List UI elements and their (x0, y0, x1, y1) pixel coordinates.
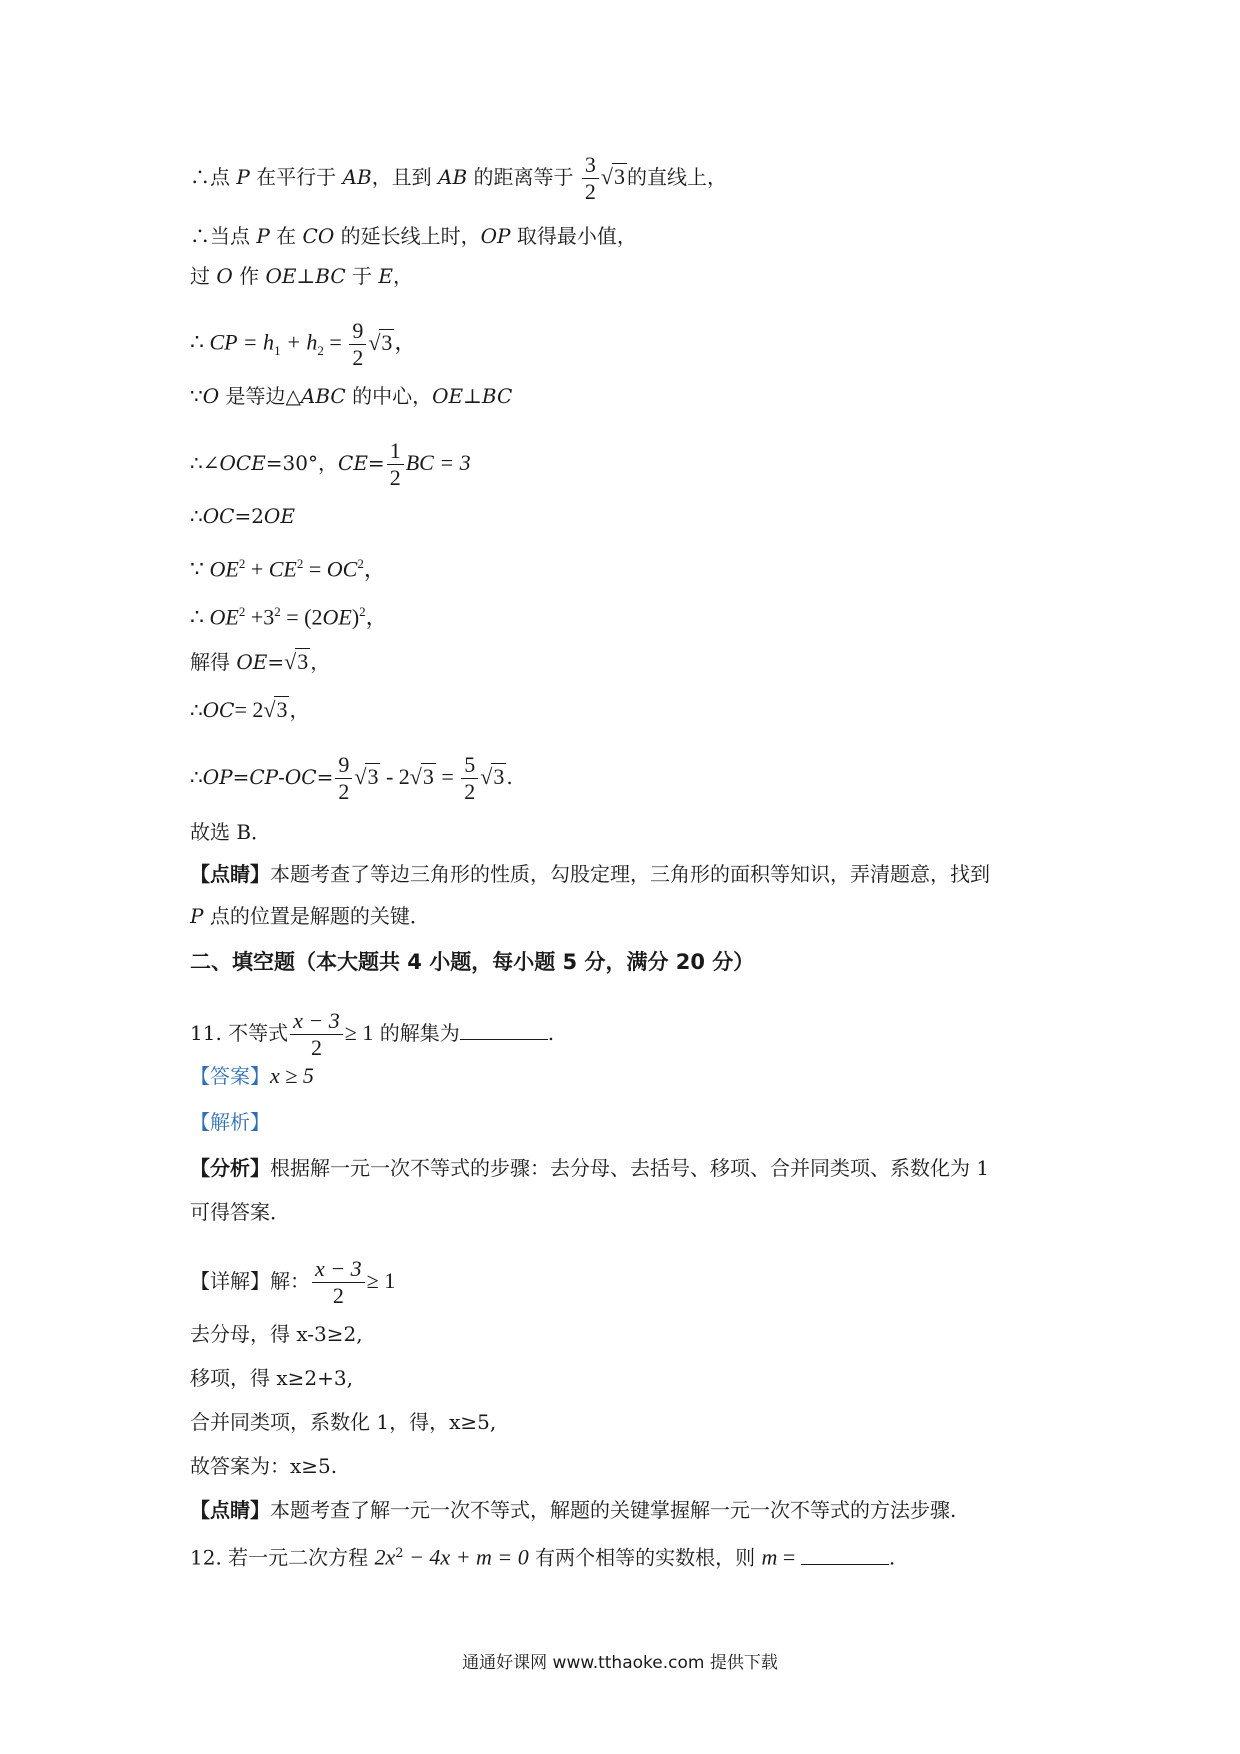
text: 12. 若一元二次方程 (190, 1545, 375, 1570)
text: 取得最小值， (510, 224, 637, 248)
text: ∴点 (190, 165, 237, 189)
numerator: 9 (349, 318, 366, 345)
answer-line (190, 1062, 314, 1090)
text: 的延长线上时， (334, 224, 481, 248)
comment-tag: 【点睛】 (190, 862, 270, 886)
text: . (506, 765, 513, 789)
text: ∴ (190, 765, 203, 789)
comment-tag: 【点睛】 (190, 1498, 270, 1522)
var-oe: OE (209, 604, 239, 630)
subscript: 1 (274, 342, 281, 358)
step-line-1: 去分母，得 x-3≥2, (190, 1322, 363, 1346)
analysis-line-2: 可得答案． (190, 1200, 290, 1224)
text: ， (310, 650, 331, 674)
sqrt: √3 (600, 164, 625, 189)
var-oe: OE (322, 604, 352, 630)
var-oe: OE (209, 556, 239, 582)
text: =30°， (265, 451, 339, 475)
text: ， (393, 264, 413, 288)
var-oe: OE (265, 264, 297, 288)
solution-line-1 (190, 152, 727, 205)
var-co: CO (302, 224, 335, 248)
section-header: 二、填空题（本大题共 4 小题，每小题 5 分，满分 20 分） (190, 950, 755, 974)
comment-line-q11 (190, 1496, 956, 1524)
var-oce: OCE (219, 451, 266, 475)
solution-line-9 (190, 598, 388, 631)
superscript: 2 (274, 604, 281, 619)
comment-line (190, 860, 990, 888)
var-ce: CE (268, 556, 297, 582)
question-11 (190, 1008, 554, 1061)
text: 作 (232, 264, 266, 288)
solution-line-2 (190, 222, 637, 250)
var-op: OP (202, 765, 233, 789)
text: 过 (190, 264, 217, 288)
var-o: O (216, 264, 233, 288)
fraction (387, 438, 404, 491)
var-e: E (378, 264, 393, 288)
denominator: 2 (338, 779, 350, 804)
text: 于 (345, 264, 379, 288)
text: ∵ (190, 556, 210, 582)
math: = (323, 329, 348, 355)
question-12 (190, 1540, 895, 1572)
denominator: 2 (310, 1035, 322, 1060)
perp-symbol: ⊥ (463, 384, 482, 408)
solution-line-5 (190, 382, 512, 410)
text: ， (394, 329, 417, 355)
superscript: 2 (238, 604, 246, 619)
superscript: 2 (357, 556, 364, 571)
radicand: 3 (613, 164, 625, 189)
solution-line-4 (190, 318, 416, 371)
text: 11. 不等式 (190, 1021, 289, 1045)
superscript: 2 (395, 1546, 404, 1561)
superscript: 2 (359, 604, 366, 619)
sqrt: √3 (480, 764, 505, 789)
text: 解： (270, 1269, 310, 1293)
math: ≥ 1 (366, 1268, 396, 1293)
text: =2 (234, 504, 264, 528)
solution-line-7 (190, 502, 295, 530)
var-bc: BC (481, 384, 513, 408)
var-m: m (761, 1544, 778, 1570)
math: + (245, 556, 269, 582)
math: + h (280, 329, 318, 355)
superscript: 2 (296, 556, 304, 571)
radicand: 3 (493, 764, 505, 789)
text: ， (289, 698, 310, 722)
text: 的解集为 (373, 1021, 460, 1045)
page-footer: 通通好课网 www.tthaoke.com 提供下载 (462, 1653, 778, 1673)
numerator: 1 (387, 438, 404, 465)
step-line-3: 合并同类项，系数化 1，得，x≥5, (190, 1410, 497, 1434)
comment-line-2 (190, 902, 430, 930)
text: 本题考查了等边三角形的性质，勾股定理，三角形的面积等知识，弄清题意，找到 (270, 862, 990, 886)
answer-tag: 【答案】 (190, 1064, 270, 1088)
superscript: 2 (238, 556, 246, 571)
var-ab: AB (342, 165, 372, 189)
text: 的距离等于 (467, 165, 574, 189)
denominator: 2 (389, 465, 401, 490)
math: BC = 3 (405, 450, 471, 475)
var-oc: OC (202, 698, 235, 722)
answer-value: x ≥ 5 (270, 1063, 314, 1088)
math: = (435, 764, 460, 789)
text: ∴ (190, 698, 203, 722)
numerator: x − 3 (312, 1256, 365, 1283)
radicand: 3 (422, 764, 434, 789)
numerator: 5 (461, 752, 478, 779)
var-op: OP (480, 224, 511, 248)
step-line-4: 故答案为：x≥5. (190, 1454, 338, 1478)
fraction (290, 1008, 343, 1061)
text: = (267, 650, 285, 674)
math: = (777, 1544, 801, 1570)
text: 是等边△ (219, 384, 301, 408)
denominator: 2 (584, 179, 596, 204)
radicand: 3 (367, 764, 379, 789)
text: ，且到 (371, 165, 439, 189)
math: = 2 (234, 697, 264, 722)
text: ， (365, 604, 388, 630)
var-p: P (236, 165, 250, 189)
var-ce: CE (338, 451, 368, 475)
math: = (2 (280, 604, 323, 630)
radicand: 3 (276, 697, 288, 722)
solution-line-11 (190, 696, 309, 724)
numerator: 3 (582, 152, 599, 179)
math: ≥ 1 (344, 1020, 374, 1045)
math: - 2 (380, 764, 410, 789)
fraction (582, 152, 599, 205)
var-oc: OC (284, 765, 317, 789)
text: 解得 (190, 650, 237, 674)
answer-blank (460, 1019, 548, 1040)
text: ， (363, 556, 386, 582)
text: ∴ (190, 504, 203, 528)
fraction (349, 318, 366, 371)
var-oe: OE (263, 504, 295, 528)
sqrt: √3 (263, 697, 288, 722)
text: 在 (269, 224, 303, 248)
text: = (316, 765, 334, 789)
sqrt: √3 (284, 649, 309, 674)
text: ∵ (190, 384, 203, 408)
text: ∴ (190, 329, 210, 355)
analysis-line (190, 1154, 989, 1182)
fraction (461, 752, 478, 805)
numerator: 9 (335, 752, 352, 779)
text: 根据解一元一次不等式的步骤：去分母、去括号、移项、合并同类项、系数化为 1 (270, 1156, 990, 1180)
var-bc: BC (315, 264, 346, 288)
solution-line-8 (190, 550, 386, 583)
denominator: 2 (352, 345, 364, 370)
var-oe: OE (236, 650, 268, 674)
detail-tag: 【详解】 (190, 1269, 270, 1293)
subscript: 2 (317, 342, 324, 358)
var-o: O (202, 384, 220, 408)
answer-blank (801, 1544, 889, 1565)
text: 在平行于 (249, 165, 343, 189)
detail-line (190, 1256, 395, 1309)
text: 的中心， (345, 384, 433, 408)
sqrt: √3 (354, 764, 379, 789)
math: CP = h (209, 329, 275, 355)
radicand: 3 (297, 649, 309, 674)
text: . (888, 1545, 896, 1570)
text: 的直线上， (626, 165, 727, 189)
analysis-subtag: 【分析】 (190, 1156, 270, 1180)
math: 2x (374, 1544, 396, 1570)
math: ) (351, 604, 360, 630)
text: = (232, 765, 250, 789)
fraction (312, 1256, 365, 1309)
solution-line-12 (190, 752, 513, 805)
text: 本题考查了解一元一次不等式，解题的关键掌握解一元一次不等式的方法步骤. (270, 1498, 957, 1522)
text: ∴当点 (190, 224, 257, 248)
denominator: 2 (464, 779, 476, 804)
math: − 4x + m = 0 (403, 1544, 529, 1570)
math: +3 (245, 604, 275, 630)
var-oe: OE (432, 384, 464, 408)
var-abc: ABC (300, 384, 346, 408)
answer-choice-line: 故选 B． (190, 820, 272, 844)
numerator: x − 3 (290, 1008, 343, 1035)
text: ∴∠ (190, 451, 220, 475)
denominator: 2 (332, 1283, 344, 1308)
solution-line-3 (190, 262, 413, 290)
text: ∴ (190, 604, 210, 630)
solution-line-6 (190, 438, 471, 491)
var-cp: CP (249, 765, 279, 789)
text: . (547, 1021, 555, 1045)
var-p: P (256, 224, 270, 248)
radicand: 3 (381, 329, 393, 355)
text: 有两个相等的实数根，则 (528, 1545, 762, 1570)
var-oc: OC (202, 504, 235, 528)
fraction (335, 752, 352, 805)
var-oc: OC (326, 556, 358, 582)
math: = (303, 556, 327, 582)
var-ab: AB (438, 165, 468, 189)
sqrt: √3 (409, 764, 434, 789)
text: = (367, 451, 385, 475)
solution-line-10 (190, 648, 330, 676)
perp-symbol: ⊥ (296, 264, 316, 288)
text: - (278, 765, 285, 789)
step-line-2: 移项，得 x≥2+3, (190, 1366, 353, 1390)
sqrt: √3 (368, 329, 393, 355)
analysis-tag: 【解析】 (190, 1110, 270, 1134)
var-p: P (190, 904, 204, 928)
text: 点的位置是解题的关键． (203, 904, 430, 928)
